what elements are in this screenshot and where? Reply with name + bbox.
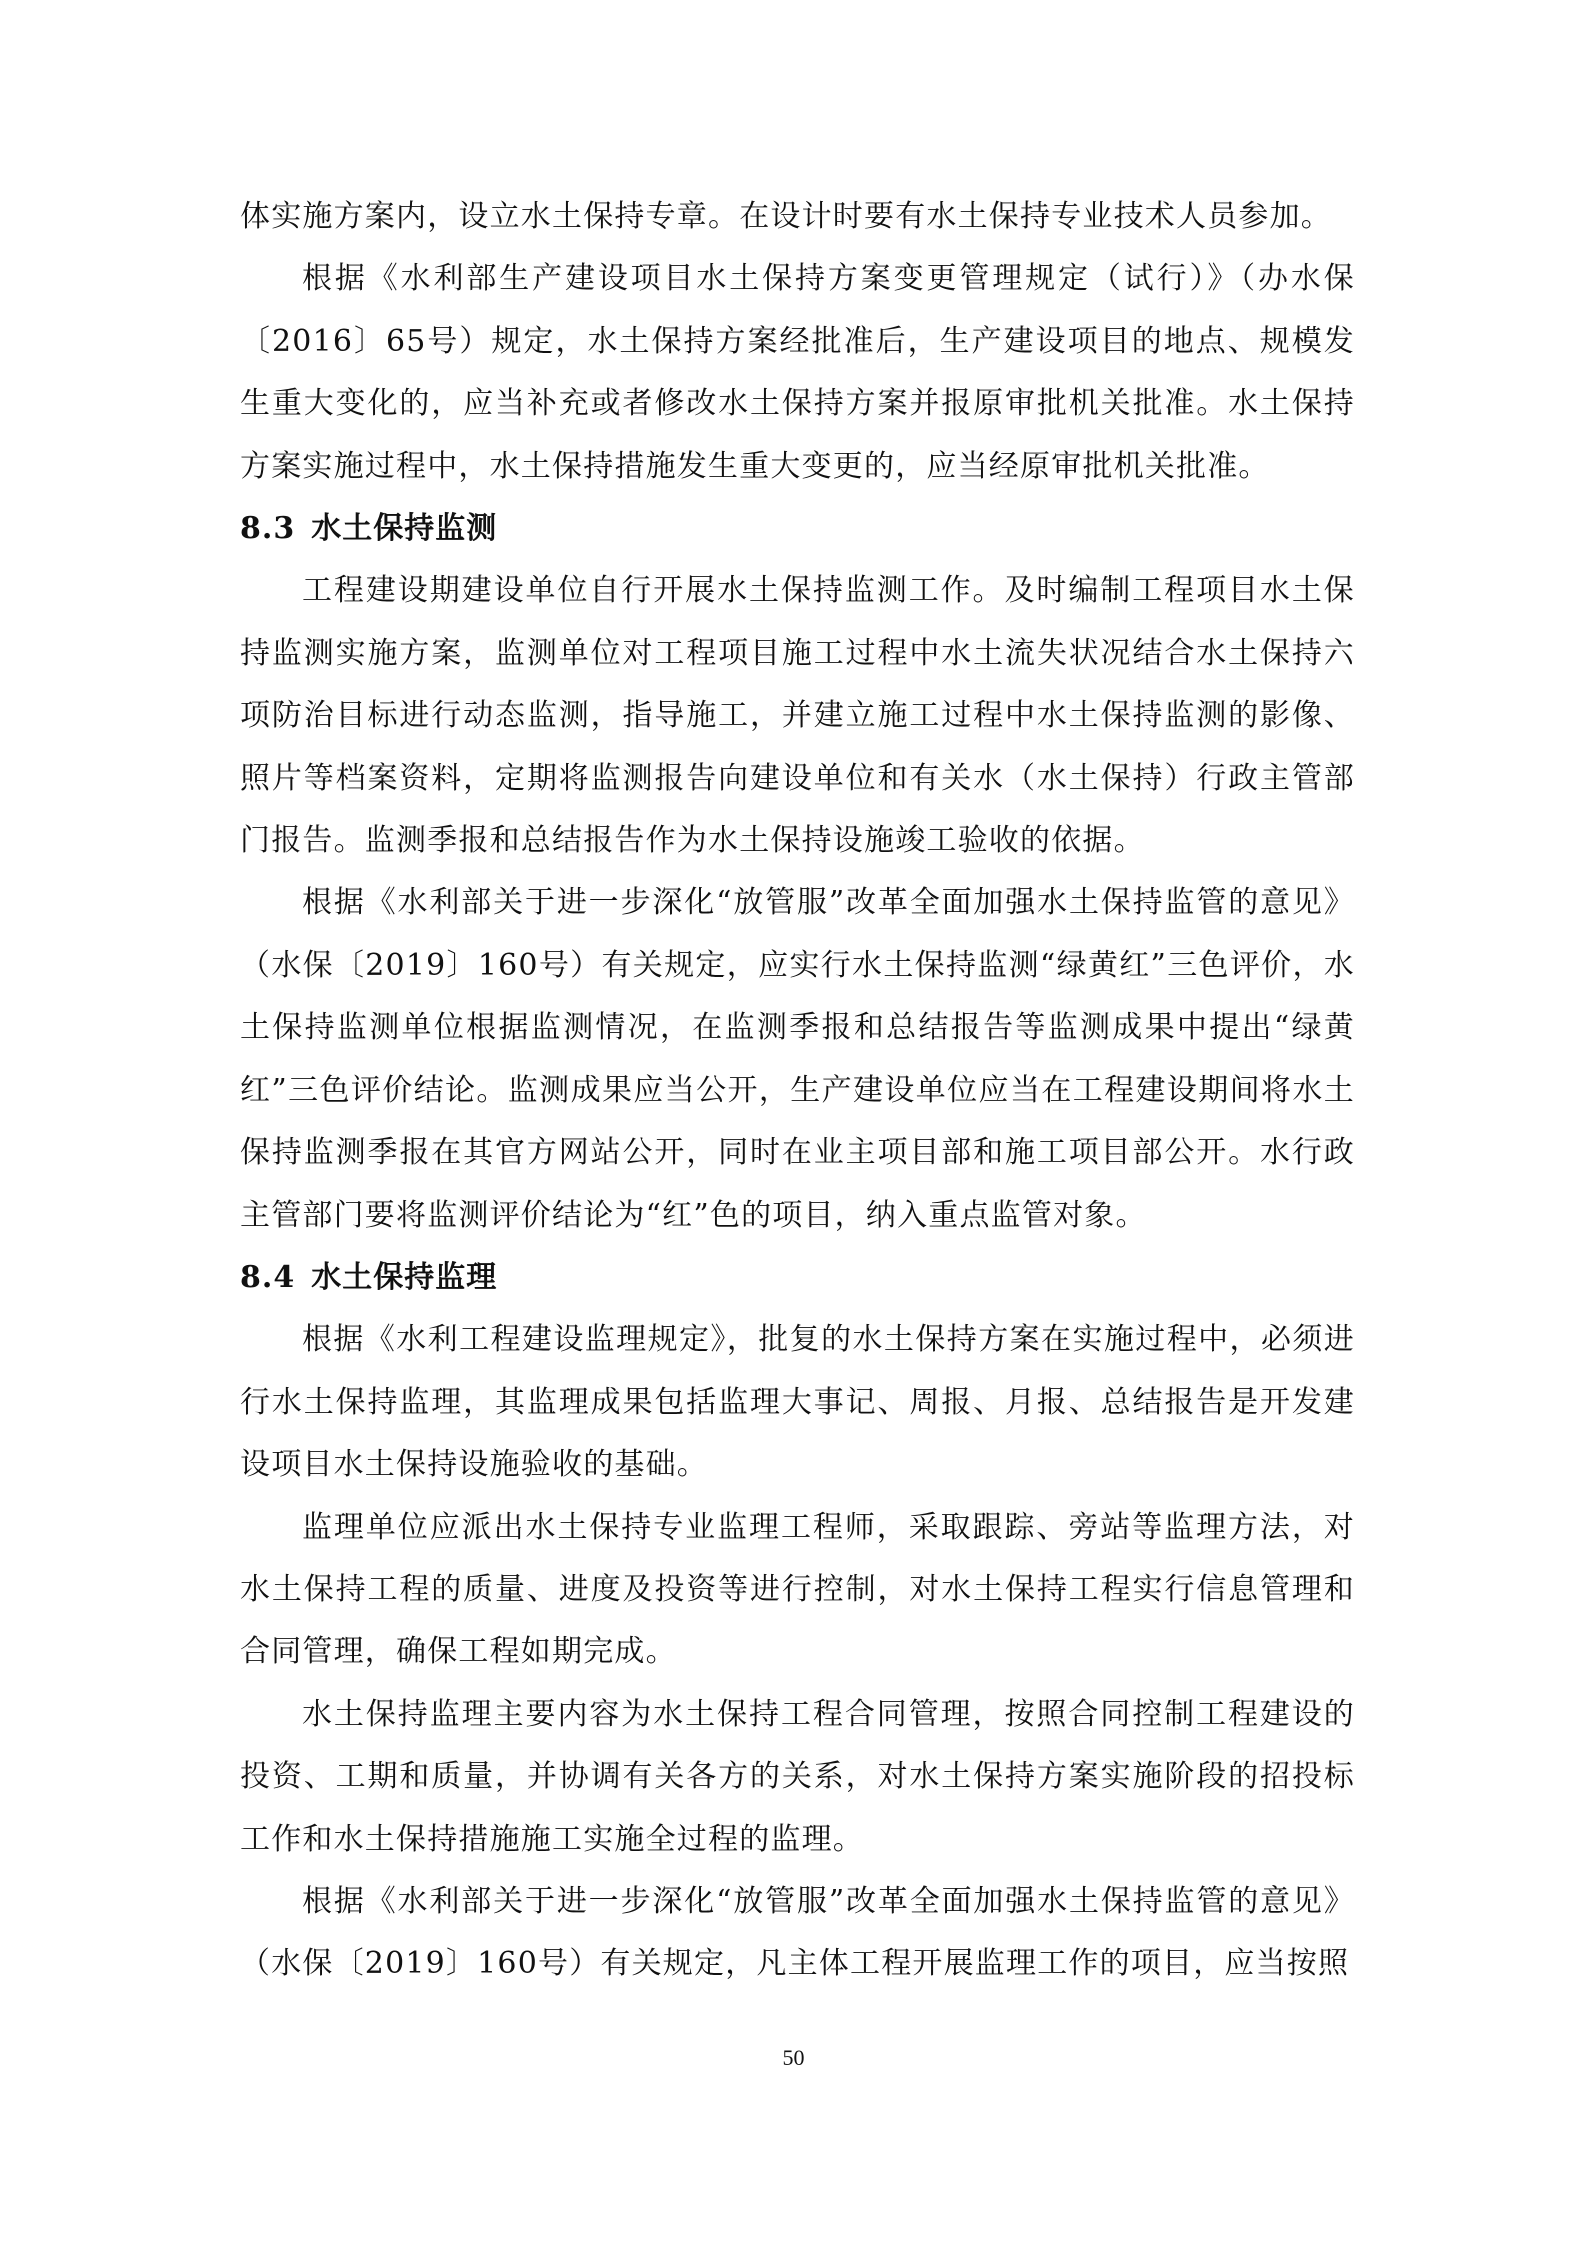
section-heading-8-3 [240,498,1355,560]
document-body [240,186,1355,1996]
paragraph-supervision-engineer: 监理单位应派出水土保持专业监理工程师，采取跟踪、旁站等监理方法，对水土保持工程的质量、进度及投资等进行控制，对水土保持工程实行信息管理和合同管理，确保工程如期完成。 [240,1509,1355,1670]
section-number: 8.3 [240,511,296,547]
paragraph-monitoring-work: 工程建设期建设单位自行开展水土保持监测工作。及时编制工程项目水土保持监测实施方案，监测单位对工程项目施工过程中水土流失状况结合水土保持六项防治目标进行动态监测，指导施工，并建立施工过程中水土保持监测的影像、照片等档案资料，定期将监测报告向建设单位和有关水（水土保持）行政主管部门报告。监测季报和总结报告作为水土保持设施竣工验收的依据。 [240,573,1355,859]
paragraph-supervision-content: 水土保持监理主要内容为水土保持工程合同管理，按照合同控制工程建设的投资、工期和质量，并协调有关各方的关系，对水土保持方案实施阶段的招投标工作和水土保持措施施工实施全过程的监理。 [240,1696,1355,1857]
paragraph-supervision-opinion: 根据《水利部关于进一步深化“放管服”改革全面加强水土保持监管的意见》（水保〔2019〕160号）有关规定，凡主体工程开展监理工作的项目，应当按照 [240,1883,1355,1982]
section-number: 8.4 [240,1259,296,1295]
paragraph-supervision-rules: 根据《水利工程建设监理规定》，批复的水土保持方案在实施过程中，必须进行水土保持监理，其监理成果包括监理大事记、周报、月报、总结报告是开发建设项目水土保持设施验收的基础。 [240,1322,1355,1483]
paragraph-continuation: 体实施方案内，设立水土保持专章。在设计时要有水土保持专业技术人员参加。 [240,199,1332,234]
section-title: 水土保持监测 [311,511,498,547]
paragraph-monitoring-three-color: 根据《水利部关于进一步深化“放管服”改革全面加强水土保持监管的意见》（水保〔2019〕160号）有关规定，应实行水土保持监测“绿黄红”三色评价，水土保持监测单位根据监测情况，在监测季报和总结报告等监测成果中提出“绿黄红”三色评价结论。监测成果应当公开，生产建设单位应当在工程建设期间将水土保持监测季报在其官方网站公开，同时在业主项目部和施工项目部公开。水行政主管部门要将监测评价结论为“红”色的项目，纳入重点监管对象。 [240,885,1355,1233]
paragraph-plan-change-rules: 根据《水利部生产建设项目水土保持方案变更管理规定（试行）》（办水保〔2016〕65号）规定，水土保持方案经批准后，生产建设项目的地点、规模发生重大变化的，应当补充或者修改水土保持方案并报原审批机关批准。水土保持方案实施过程中，水土保持措施发生重大变更的，应当经原审批机关批准。 [240,261,1355,484]
section-title: 水土保持监理 [311,1259,498,1295]
section-heading-8-4 [240,1247,1355,1309]
page-number: 50 [782,2045,805,2070]
